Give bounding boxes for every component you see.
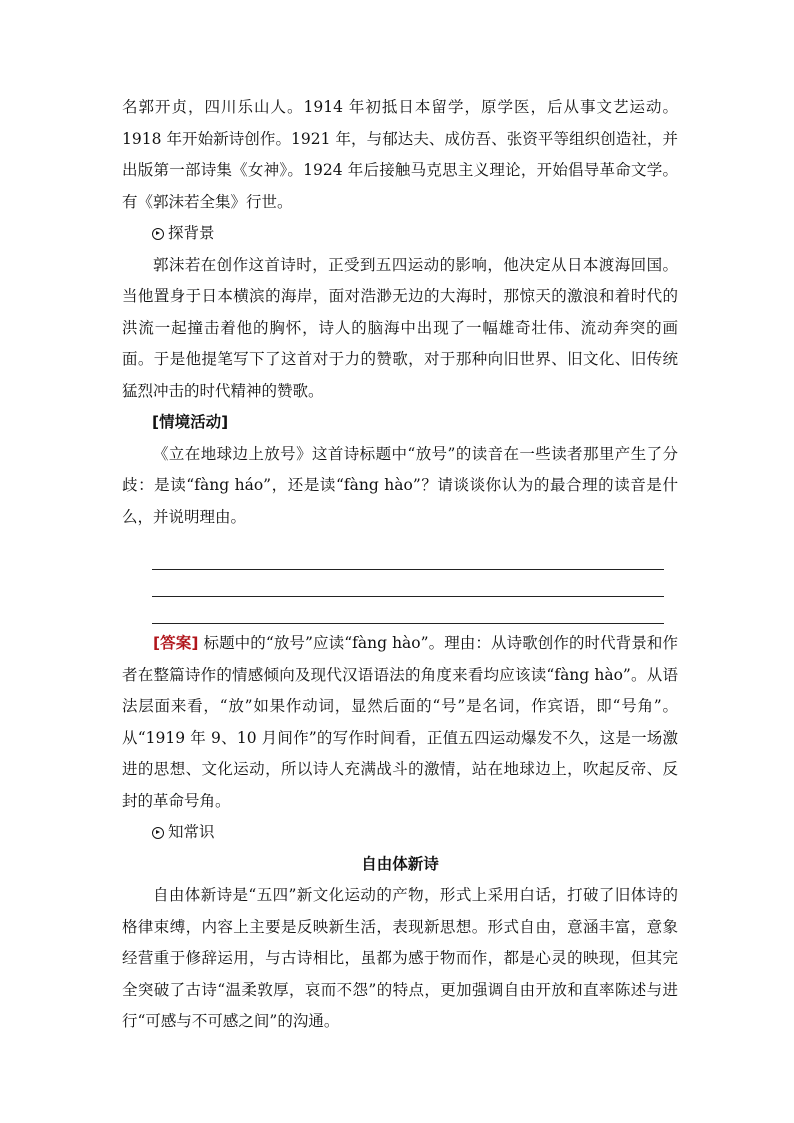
background-section-heading bbox=[152, 218, 678, 250]
background-paragraph: 郭沫若在创作这首诗时，正受到五四运动的影响，他决定从日本渡海回国。当他置身于日本横滨的海岸，面对浩渺无边的大海时，那惊天的激浪和着时代的洪流一起撞击着他的胸怀，诗人的脑海中出现了一幅雄奇壮伟、流动奔突的画面。于是他提笔写下了这首对于力的赞歌，对于那种向旧世界、旧文化、旧传统猛烈冲击的时代精神的赞歌。 bbox=[122, 255, 678, 400]
author-intro-paragraph: 名郭开贞，四川乐山人。1914 年初抵日本留学，原学医，后从事文艺运动。1918 年开始新诗创作。1921 年，与郁达夫、成仿吾、张资平等组织创造社，并出版第一部诗集《女神》。1924 年后接触马克思主义理论，开始倡导革命文学。有《郭沫若全集》行世。 bbox=[122, 98, 678, 211]
play-circle-icon bbox=[152, 827, 164, 839]
knowledge-paragraph: 自由体新诗是“五四”新文化运动的产物，形式上采用白话，打破了旧体诗的格律束缚，内容上主要是反映新生活，表现新思想。形式自由，意涵丰富，意象经营重于修辞运用，与古诗相比，虽都为感于物而作，都是心灵的映现，但其完全突破了古诗“温柔敦厚，哀而不怨”的特点，更加强调自由开放和直率陈述与进行“可感与不可感之间”的沟通。 bbox=[122, 886, 678, 1030]
answer-paragraph bbox=[122, 628, 678, 817]
answer-text: 标题中的“放号”应读“fàng hào”。理由：从诗歌创作的时代背景和作者在整篇诗作的情感倾向及现代汉语语法的角度来看均应该读“fàng hào”。从语法层面来看，“放”如果作动词，显然后面的“号”是名词，作宾语，即“号角”。从“1919 年 9、10 月间作”的写作时间看，正值五四运动爆发不久，这是一场激进的思想、文化运动，所以诗人充满战斗的激情，站在地球边上，吹起反帝、反封的革命号角。 bbox=[122, 634, 678, 810]
activity-question: 《立在地球边上放号》这首诗标题中“放号”的读音在一些读者那里产生了分歧：是读“fàng háo”，还是读“fàng hào”？请谈谈你认为的最合理的读音是什么，并说明理由。 bbox=[122, 444, 678, 526]
answer-line bbox=[152, 543, 664, 570]
answer-line bbox=[152, 597, 664, 624]
knowledge-heading-label: 知常识 bbox=[168, 823, 215, 841]
knowledge-section-heading bbox=[152, 817, 678, 849]
answer-line bbox=[152, 570, 664, 597]
activity-heading: [情境活动] bbox=[152, 413, 229, 431]
knowledge-title: 自由体新诗 bbox=[361, 854, 439, 873]
play-circle-icon bbox=[152, 228, 164, 240]
answer-tag: [答案] bbox=[153, 634, 199, 652]
answer-writing-lines bbox=[152, 543, 664, 624]
page-content bbox=[122, 92, 678, 1038]
background-heading-label: 探背景 bbox=[168, 224, 215, 242]
